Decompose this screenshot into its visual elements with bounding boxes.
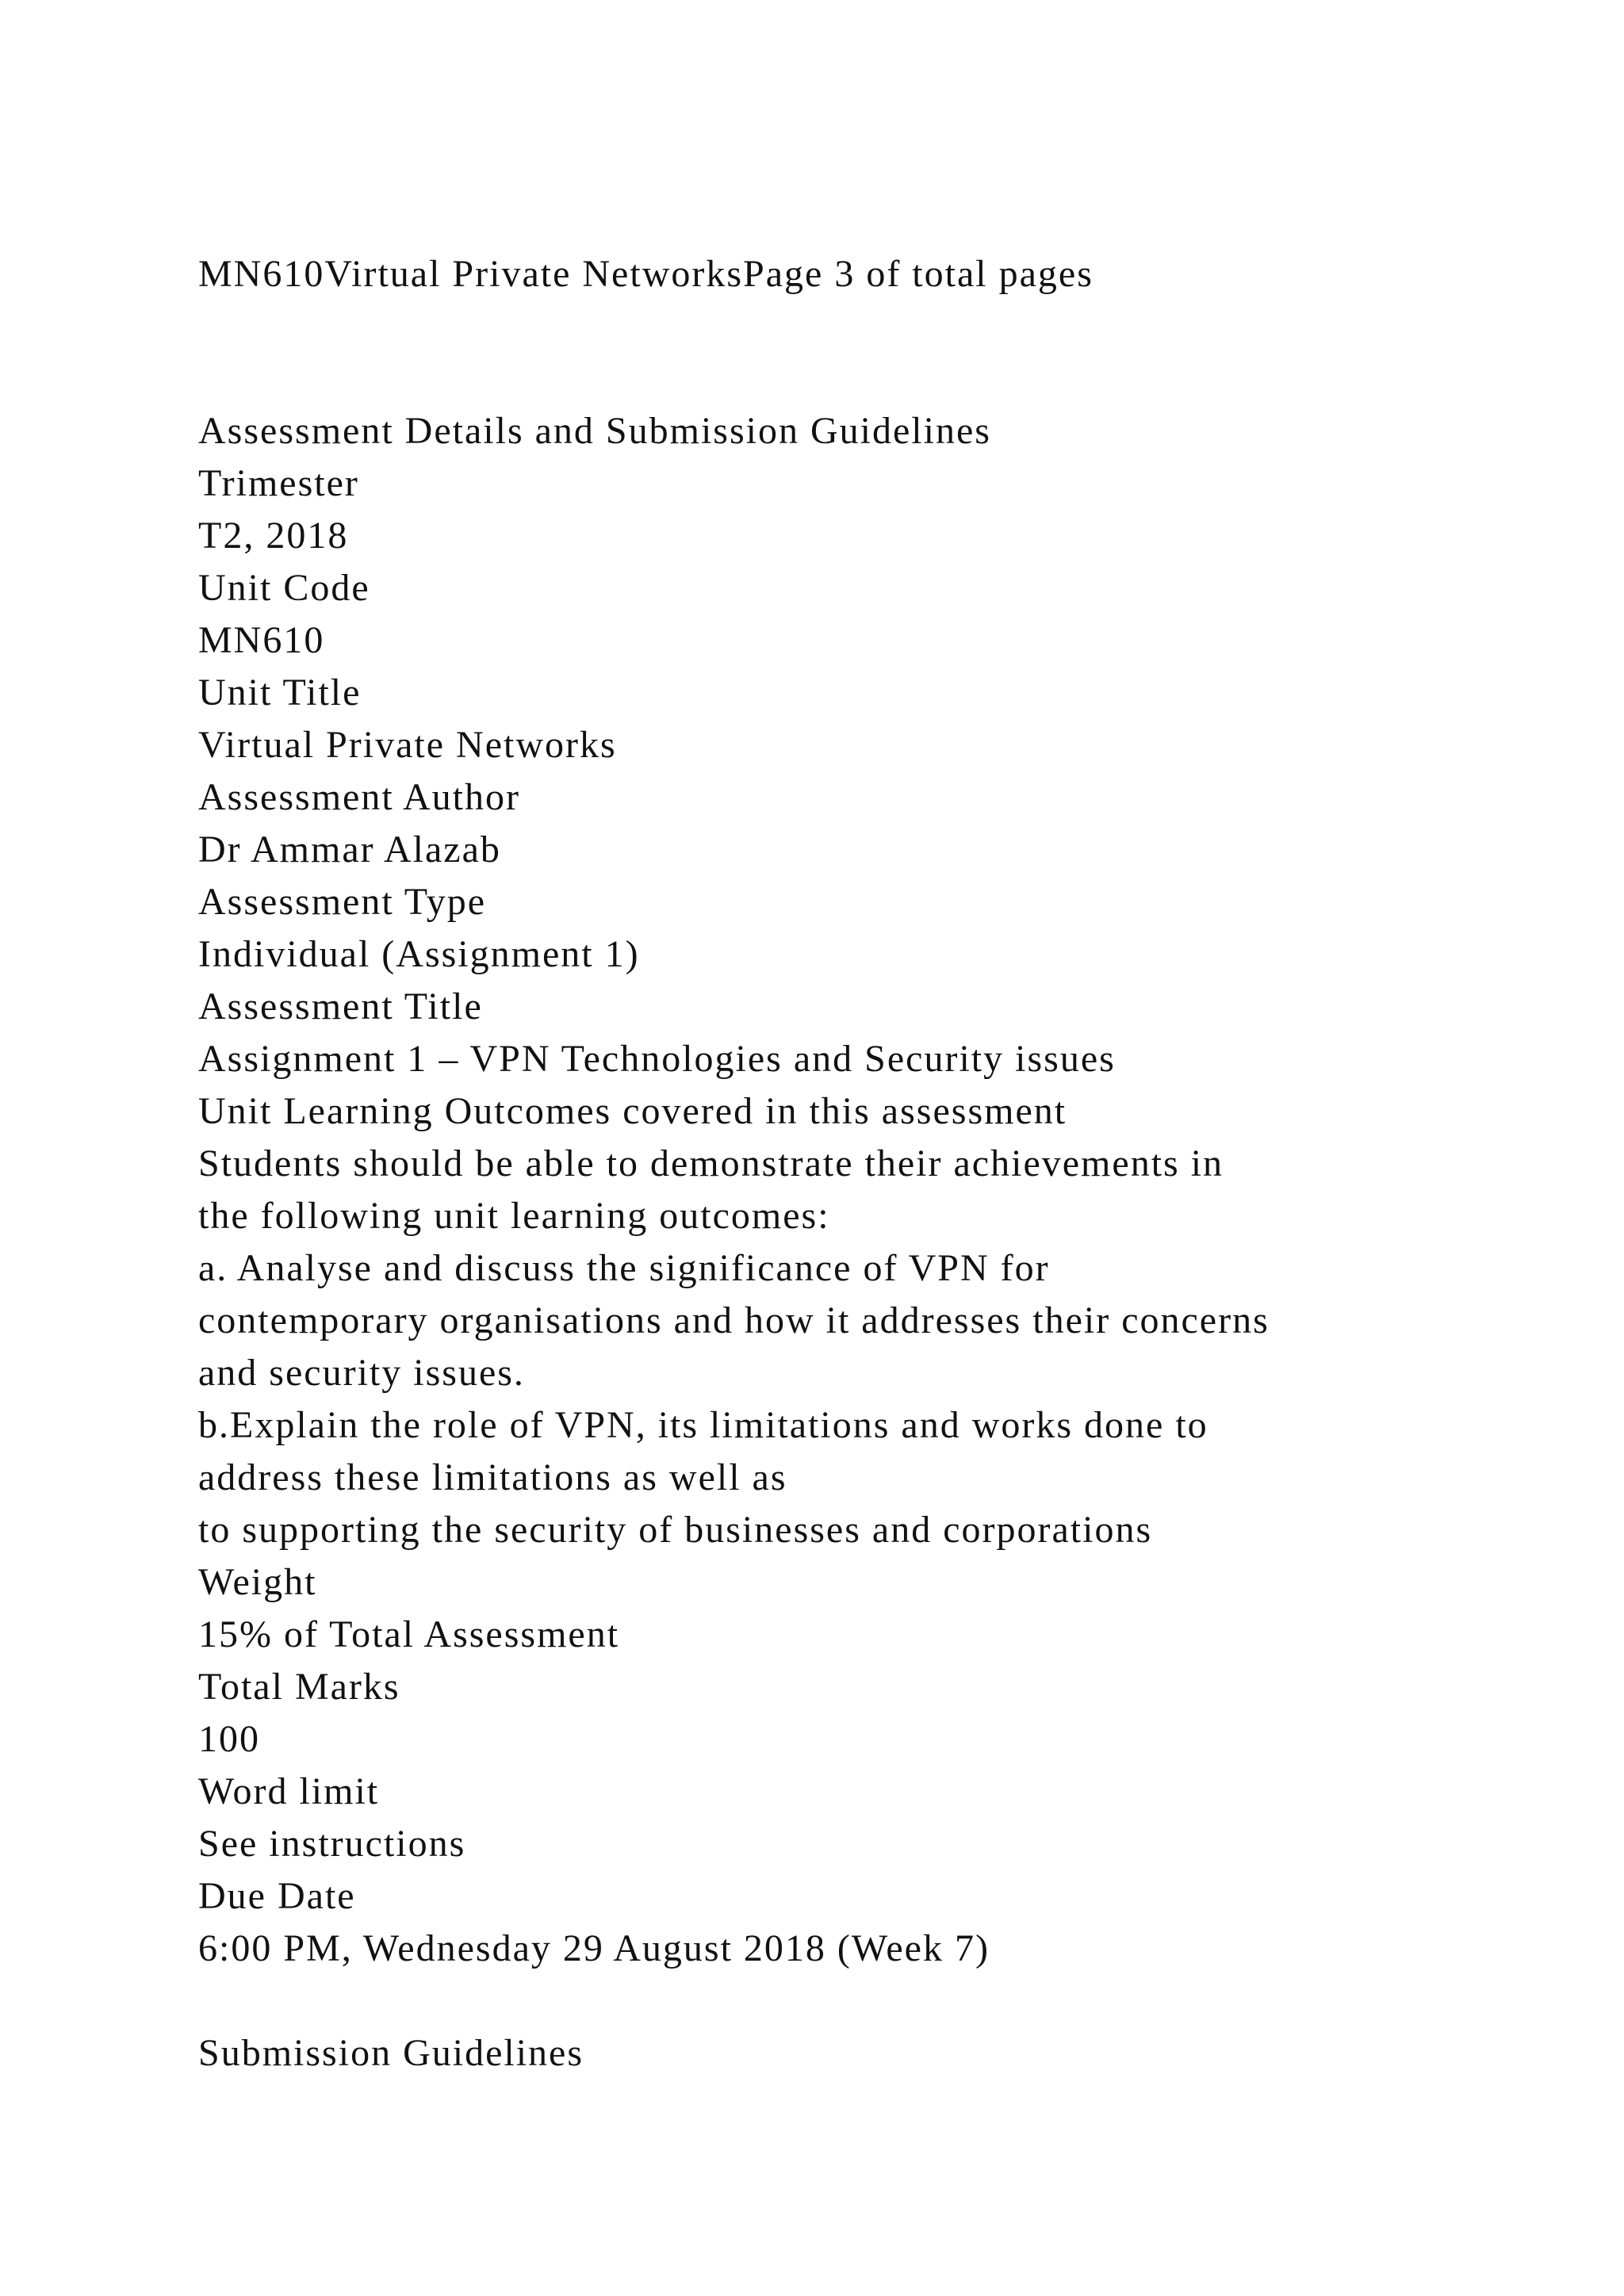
field-label-trimester: Trimester <box>198 462 359 504</box>
field-value-unit-title: Virtual Private Networks <box>198 724 617 766</box>
field-label-unit-title: Unit Title <box>198 672 362 714</box>
field-value-weight: 15% of Total Assessment <box>198 1613 620 1655</box>
field-value-assessment-title: Assignment 1 – VPN Technologies and Security issues <box>198 1038 1116 1080</box>
page-header: MN610Virtual Private NetworksPage 3 of total pages <box>198 253 1094 295</box>
field-label-assessment-type: Assessment Type <box>198 881 487 923</box>
field-value-total-marks: 100 <box>198 1718 260 1760</box>
field-label-learning-outcomes: Unit Learning Outcomes covered in this assessment <box>198 1090 1067 1132</box>
learning-outcome-a: contemporary organisations and how it addresses their concerns <box>198 1299 1270 1341</box>
field-value-word-limit: See instructions <box>198 1823 466 1865</box>
learning-outcome-b: to supporting the security of businesses and corporations <box>198 1509 1153 1551</box>
learning-outcome-a: a. Analyse and discuss the significance of VPN for <box>198 1247 1050 1289</box>
learning-outcome-b: b.Explain the role of VPN, its limitations and works done to <box>198 1404 1208 1446</box>
learning-outcomes-text: the following unit learning outcomes: <box>198 1195 830 1237</box>
field-value-assessment-type: Individual (Assignment 1) <box>198 933 640 975</box>
field-label-total-marks: Total Marks <box>198 1666 400 1708</box>
field-label-assessment-title: Assessment Title <box>198 985 483 1027</box>
field-value-due-date: 6:00 PM, Wednesday 29 August 2018 (Week 7) <box>198 1927 990 1969</box>
field-label-word-limit: Word limit <box>198 1770 380 1812</box>
field-label-weight: Weight <box>198 1561 317 1603</box>
section-heading: Assessment Details and Submission Guidelines <box>198 410 991 452</box>
learning-outcomes-text: Students should be able to demonstrate their achievements in <box>198 1142 1224 1184</box>
submission-guidelines-heading: Submission Guidelines <box>198 2032 584 2074</box>
field-label-due-date: Due Date <box>198 1875 356 1917</box>
field-value-assessment-author: Dr Ammar Alazab <box>198 828 501 871</box>
field-label-unit-code: Unit Code <box>198 567 370 609</box>
learning-outcome-a: and security issues. <box>198 1352 525 1394</box>
field-label-assessment-author: Assessment Author <box>198 776 520 818</box>
field-value-trimester: T2, 2018 <box>198 515 349 557</box>
learning-outcome-b: address these limitations as well as <box>198 1456 787 1498</box>
field-value-unit-code: MN610 <box>198 619 325 661</box>
